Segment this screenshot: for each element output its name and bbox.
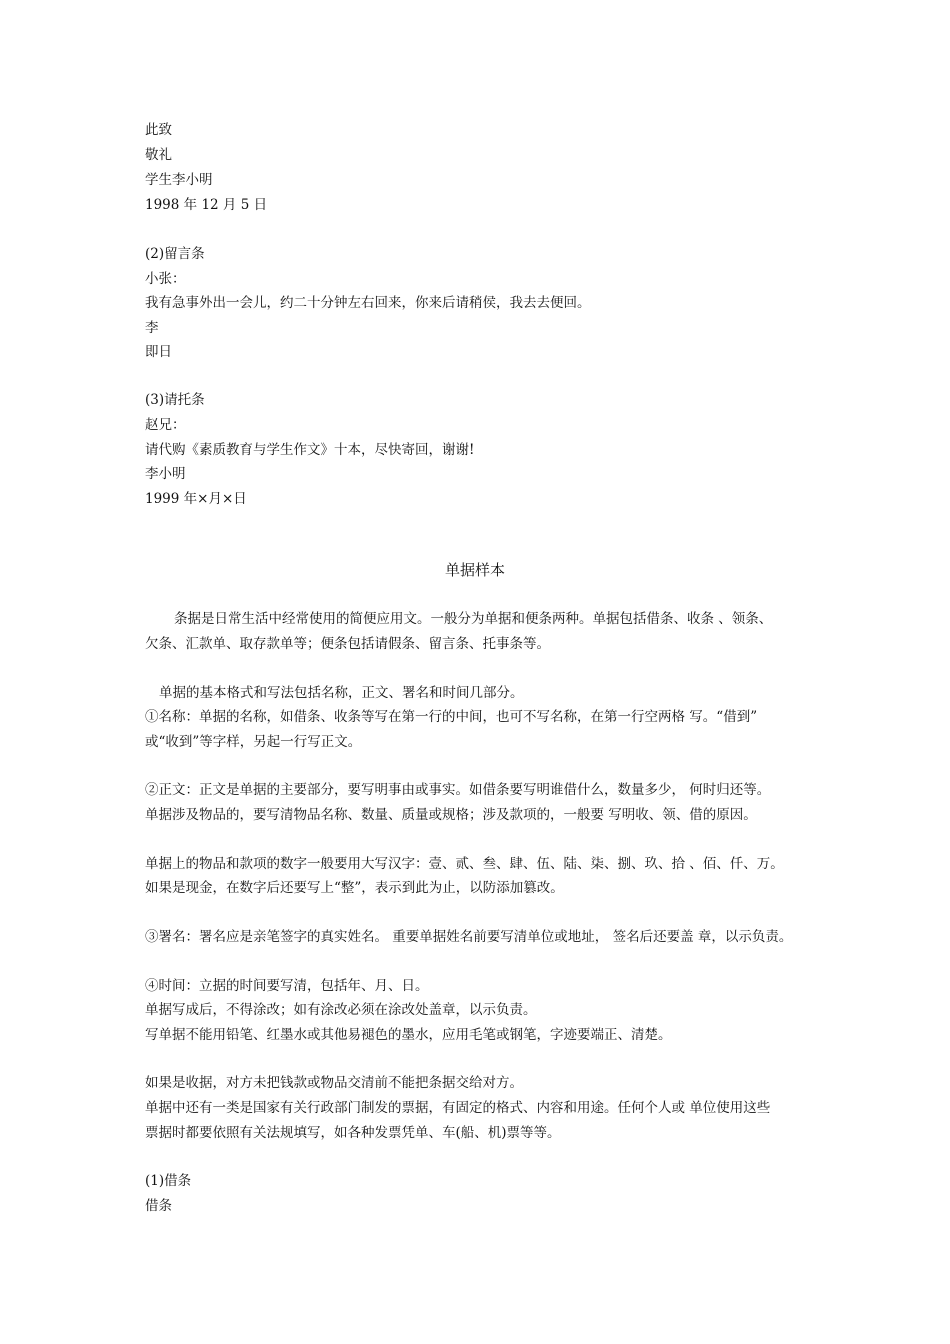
intro-line-2: 欠条、汇款单、取存款单等；便条包括请假条、留言条、托事条等。 [145, 636, 550, 652]
message-note-date: 即日 [145, 344, 172, 360]
message-note-signer: 李 [145, 320, 159, 336]
intro-line-1: 条据是日常生活中经常使用的简便应用文。一般分为单据和便条两种。单据包括借条、收条 、领条、 [174, 611, 773, 627]
message-note-body: 我有急事外出一会儿，约二十分钟左右回来，你来后请稍侯，我去去便回。 [145, 295, 591, 311]
format-intro: 单据的基本格式和写法包括名称，正文、署名和时间几部分。 [159, 685, 524, 701]
official-receipt-line-2: 票据时都要依照有关法规填写，如各种发票凭单、车(船、机)票等等。 [145, 1125, 561, 1141]
closing-signer: 学生李小明 [145, 172, 213, 188]
time-rule: ④时间：立据的时间要写清，包括年、月、日。 [145, 978, 429, 994]
name-rule-line-2: 或“收到”等字样，另起一行写正文。 [145, 734, 362, 750]
request-note-signer: 李小明 [145, 466, 186, 482]
request-note-heading: (3)请托条 [145, 392, 205, 408]
section-title: 单据样本 [444, 561, 505, 579]
closing-line-cizhi: 此致 [145, 122, 172, 138]
receipt-rule: 如果是收据，对方未把钱款或物品交清前不能把条据交给对方。 [145, 1075, 523, 1091]
alteration-rule: 单据写成后，不得涂改；如有涂改必须在涂改处盖章，以示负责。 [145, 1002, 537, 1018]
loan-note-heading: (1)借条 [145, 1173, 192, 1189]
digits-rule-line-2: 如果是现金，在数字后还要写上“整”，表示到此为止，以防添加篡改。 [145, 880, 564, 896]
closing-line-jingli: 敬礼 [145, 147, 172, 163]
request-note-body: 请代购《素质教育与学生作文》十本，尽快寄回，谢谢! [145, 442, 475, 458]
closing-date: 1998 年 12 月 5 日 [145, 197, 268, 213]
body-rule-line-1: ②正文：正文是单据的主要部分，要写明事由或事实。如借条要写明谁借什么，数量多少， 何时归还等。 [145, 782, 771, 798]
message-note-heading: (2)留言条 [145, 246, 205, 262]
request-note-date: 1999 年×月×日 [145, 491, 247, 507]
digits-rule-line-1: 单据上的物品和款项的数字一般要用大写汉字：壹、贰、叁、肆、伍、陆、柒、捌、玖、拾 、佰、仟、万。 [145, 856, 784, 872]
signature-rule: ③署名：署名应是亲笔签字的真实姓名。 重要单据姓名前要写清单位或地址， 签名后还要盖 章，以示负责。 [145, 929, 793, 945]
name-rule-line-1: ①名称：单据的名称，如借条、收条等写在第一行的中间，也可不写名称，在第一行空两格 写。“借到” [145, 709, 758, 725]
official-receipt-line-1: 单据中还有一类是国家有关行政部门制发的票据，有固定的格式、内容和用途。任何个人或 单位使用这些 [145, 1100, 771, 1116]
message-note-recipient: 小张： [145, 271, 186, 287]
ink-rule: 写单据不能用铅笔、红墨水或其他易褪色的墨水，应用毛笔或钢笔，字迹要端正、清楚。 [145, 1027, 672, 1043]
request-note-recipient: 赵兄： [145, 417, 186, 433]
loan-note-title: 借条 [145, 1198, 172, 1214]
body-rule-line-2: 单据涉及物品的，要写清物品名称、数量、质量或规格；涉及款项的，一般要 写明收、领、借的原因。 [145, 807, 757, 823]
